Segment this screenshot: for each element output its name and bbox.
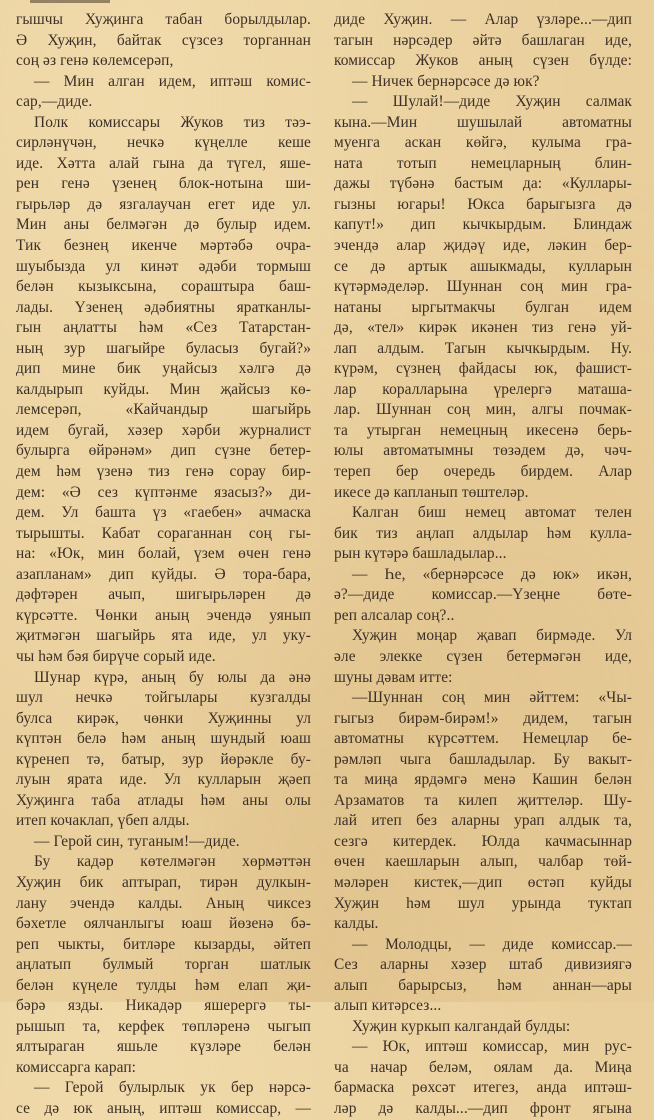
- text-line: Шунар күрә, аның бу юлы да әнә: [34, 668, 311, 686]
- text-line: тагын нәрсәдер әйтә башлаган иде,: [334, 31, 632, 49]
- text-line: рын күтәрә башладылар...: [334, 545, 507, 563]
- text-line: муенга аскан көйгә, кулыма гра-: [334, 134, 632, 152]
- text-line: се дә юк аның, иптәш комиссар, —: [16, 1099, 311, 1117]
- top-rule-divider: [30, 0, 110, 3]
- text-line: әле элекке сүзен бетермәгән иде,: [334, 647, 632, 665]
- text-line: Тик безнең икенче мәртәбә очра-: [16, 237, 311, 255]
- text-line: өчен каешларын алып, чалбар төй-: [334, 853, 632, 871]
- text-line: рен генә үзенең блок-нотына ши-: [16, 175, 311, 193]
- text-line: Калган биш немец автомат телен: [352, 504, 632, 522]
- text-line: ча начар беләм, оялам да. Миңа: [334, 1058, 632, 1076]
- text-line: капут!» дип кычкырдым. Блиндаж: [334, 216, 632, 234]
- text-line: лай итеп без аларны урап алдык та,: [334, 812, 632, 830]
- text-line: күрәм, сүзнең файдасы юк, фашист-: [334, 360, 632, 378]
- text-line: дәфтәрен ачып, шигырьләрен дә: [16, 586, 311, 604]
- text-line: Сез аларны хәзер штаб дивизиягә: [334, 956, 632, 974]
- text-line: Мин аны белмәгән дә булыр идем.: [16, 216, 311, 234]
- text-line: күптән белә һәм аның шундый юаш: [16, 730, 311, 748]
- text-line: лап алдым. Тагын кычкырдым. Ну.: [334, 339, 632, 357]
- text-line: — Ничек бернәрсәсе дә юк?: [352, 72, 540, 90]
- text-line: — Герой булырлык ук бер нәрсә-: [34, 1079, 311, 1097]
- text-line: рәмләп чыга башладылар. Бу вакыт-: [334, 750, 632, 768]
- text-line: белән күңеле тулды һәм елап җи-: [16, 976, 311, 994]
- text-line: чы һәм бәя бирүче сорый иде.: [16, 647, 216, 665]
- text-line: луын ярата иде. Ул кулларын җәеп: [16, 771, 311, 789]
- text-line: дем. Ул башта үз «гаебен» ачмаска: [16, 504, 311, 522]
- text-line: алып китәрсез...: [334, 997, 442, 1015]
- text-line: лемсерәп, «Кайчандыр шагыйрь: [16, 401, 311, 419]
- text-line: та утырган немецның икесенә берь-: [334, 421, 632, 439]
- text-line: бик тиз аңлап алдылар һәм кулла-: [334, 524, 632, 542]
- text-line: алып барырсыз, һәм аннан—ары: [334, 976, 632, 994]
- text-line: эчендә алар җидәү иде, ләкин бер-: [334, 237, 632, 255]
- text-line: бармаска рөхсәт итегез, анда иптәш-: [334, 1079, 632, 1097]
- text-line: та миңа ярдәмгә менә Кашин белән: [334, 771, 632, 789]
- text-line: диде Хуҗин. — Алар үзләре...—дип: [334, 11, 632, 28]
- text-line: шул нечкә тойгылары кузгалды: [16, 689, 311, 707]
- text-line: лады. Үзенең әдәбиятны яратканлы-: [16, 298, 311, 316]
- text-line: — Шулай!—диде Хуҗин салмак: [352, 93, 632, 111]
- text-line: Хуҗин моңар җавап бирмәде. Ул: [352, 627, 632, 645]
- text-line: натаны ыргытмакчы булган идем: [334, 298, 632, 316]
- text-line: автоматны күрсәттем. Немецлар бе-: [334, 730, 632, 748]
- text-line: сезгә китердек. Юлда качмасыннар: [334, 832, 632, 850]
- text-line: тырышты. Кабат сораганнан соң гы-: [16, 524, 311, 542]
- text-line: шуны дәвам итте:: [334, 668, 453, 686]
- text-line: ната тотып немецларның блин-: [334, 154, 632, 172]
- text-line: комиссарга карап:: [16, 1058, 137, 1076]
- text-line: сар,—диде.: [16, 93, 93, 111]
- text-line: Ә Хуҗин, байтак сүзсез торганнан: [16, 31, 311, 49]
- text-line: се дә артык ашыкмады, кулларын: [334, 257, 632, 275]
- text-line: булырга өйрәнәм» дип сүзне бетер-: [16, 442, 311, 460]
- text-line: соң әз генә көлемсерәп,: [16, 52, 174, 70]
- text-line: гын аңлатты һәм «Сез Татарстан-: [16, 319, 311, 337]
- text-line: дем: «Ә сез күптәнме язасыз?» ди-: [16, 483, 311, 501]
- text-line: —Шуннан соң мин әйттем: «Чы-: [352, 689, 632, 707]
- text-line: дем һәм үзенә тиз генә сорау бир-: [16, 463, 311, 481]
- text-line: шуыбызда ул кинәт әдәби тормыш: [16, 257, 311, 275]
- text-line: Бу кадәр көтелмәгән хөрмәттән: [34, 853, 311, 871]
- text-line: комиссар Жуков аның сүзен бүлде:: [334, 52, 632, 70]
- text-line: гырьләр дә язгалаучан егет иде ул.: [16, 195, 311, 213]
- text-line: Хуҗин һәм шул урында туктап: [334, 894, 632, 912]
- text-line: ялтыраган яшьле күзләре белән: [16, 1038, 311, 1056]
- text-line: ның зур шагыйре буласыз бугай?»: [16, 339, 311, 357]
- text-line: идем бугай, хәзер хәрби журналист: [16, 421, 311, 439]
- text-line: җитмәгән шагыйрь ята иде, ул уку-: [16, 627, 311, 645]
- text-line: аңлатып булмый торган шатлык: [16, 956, 311, 974]
- text-line: күтәрмәделәр. Шуннан соң мин гра-: [334, 278, 632, 296]
- text-line: гыгыз бирәм-бирәм!» дидем, тагын: [334, 709, 632, 727]
- text-line: ә?—диде комиссар.—Үзеңне бөте-: [334, 586, 632, 604]
- text-line: калды.: [334, 915, 379, 933]
- text-line: гызны югары! Юкса барыгызга дә: [334, 195, 632, 213]
- text-line: Хуҗин бик аптырап, тирән дулкын-: [16, 873, 311, 891]
- text-line: — Молодцы, — диде комиссар.—: [352, 935, 632, 953]
- text-line: Арзаматов та килеп җиттеләр. Шу-: [334, 791, 632, 809]
- text-line: гышчы Хуҗинга табан борылдылар.: [16, 11, 311, 28]
- text-line: кына.—Мин шушылай автоматны: [334, 113, 632, 131]
- text-line: на: «Юк, мин болай, үзем өчен генә: [16, 545, 311, 563]
- text-line: — Юк, иптәш комиссар, мин рус-: [352, 1038, 632, 1056]
- text-line: сирләнүчән, нечкә күңелле кеше: [16, 134, 311, 152]
- text-line: лар. Шуннан соң мин, алгы почмак-: [334, 401, 632, 419]
- text-line: тереп бер очередь бирдем. Алар: [334, 463, 632, 481]
- text-line: юлы автоматымны төзәдем дә, чәч-: [334, 442, 632, 460]
- text-line: мәләрен кистек,—дип өстәп куйды: [334, 873, 632, 891]
- text-line: дә, «тел» кирәк икәнен тиз генә уй-: [334, 319, 632, 337]
- text-line: икесе дә капланып төштеләр.: [334, 483, 529, 501]
- text-line: Хуҗин куркып калгандай булды:: [352, 1017, 571, 1035]
- text-line: лану эчендә калды. Аның чиксез: [16, 894, 311, 912]
- text-line: дип мине бик уңайсыз хәлгә дә: [16, 360, 311, 378]
- text-line: иде. Хәтта алай гына да түгел, яше-: [16, 154, 311, 172]
- text-line: реп алсалар соң?..: [334, 606, 455, 624]
- text-line: — Һе, «бернәрсәсе дә юк» икән,: [352, 565, 632, 583]
- text-line: күренеп тә, батыр, зур йөрәкле бу-: [16, 750, 311, 768]
- text-line: Полк комиссары Жуков тиз тәэ-: [34, 113, 311, 131]
- text-column-left: [16, 10, 311, 1120]
- text-line: булса кирәк, чөнки Хуҗинны ул: [16, 709, 311, 727]
- text-line: реп чыкты, битләре кызарды, әйтеп: [16, 935, 311, 953]
- text-line: ләр дә калды...—дип фронт ягына: [334, 1099, 632, 1117]
- text-line: итеп кочаклап, үбеп алды.: [16, 812, 190, 830]
- text-line: бәхетле оялчанлыгы юаш йөзенә бә-: [16, 915, 311, 933]
- text-line: калдырып куйды. Мин җайсыз кө-: [16, 380, 311, 398]
- text-line: дажы түбәнә бастым да: «Куллары-: [334, 175, 632, 193]
- text-line: лар коралларына үрелергә маташа-: [334, 380, 632, 398]
- text-line: белән кызыксына, сораштыра баш-: [16, 278, 311, 296]
- text-line: күрсәтте. Чөнки аның эчендә уянып: [16, 606, 311, 624]
- text-line: Хуҗинга таба атлады һәм аны олы: [16, 791, 311, 809]
- text-line: — Герой син, туганым!—диде.: [34, 832, 240, 850]
- text-column-right: [334, 10, 632, 1120]
- text-line: рышып та, керфек төпләренә чыгып: [16, 1017, 311, 1035]
- text-line: бәрә язды. Никадәр яшерергә ты-: [16, 997, 311, 1015]
- text-line: азапланам» дип куйды. Ә тора-бара,: [16, 565, 311, 583]
- text-line: — Мин алган идем, иптәш комис-: [34, 72, 311, 90]
